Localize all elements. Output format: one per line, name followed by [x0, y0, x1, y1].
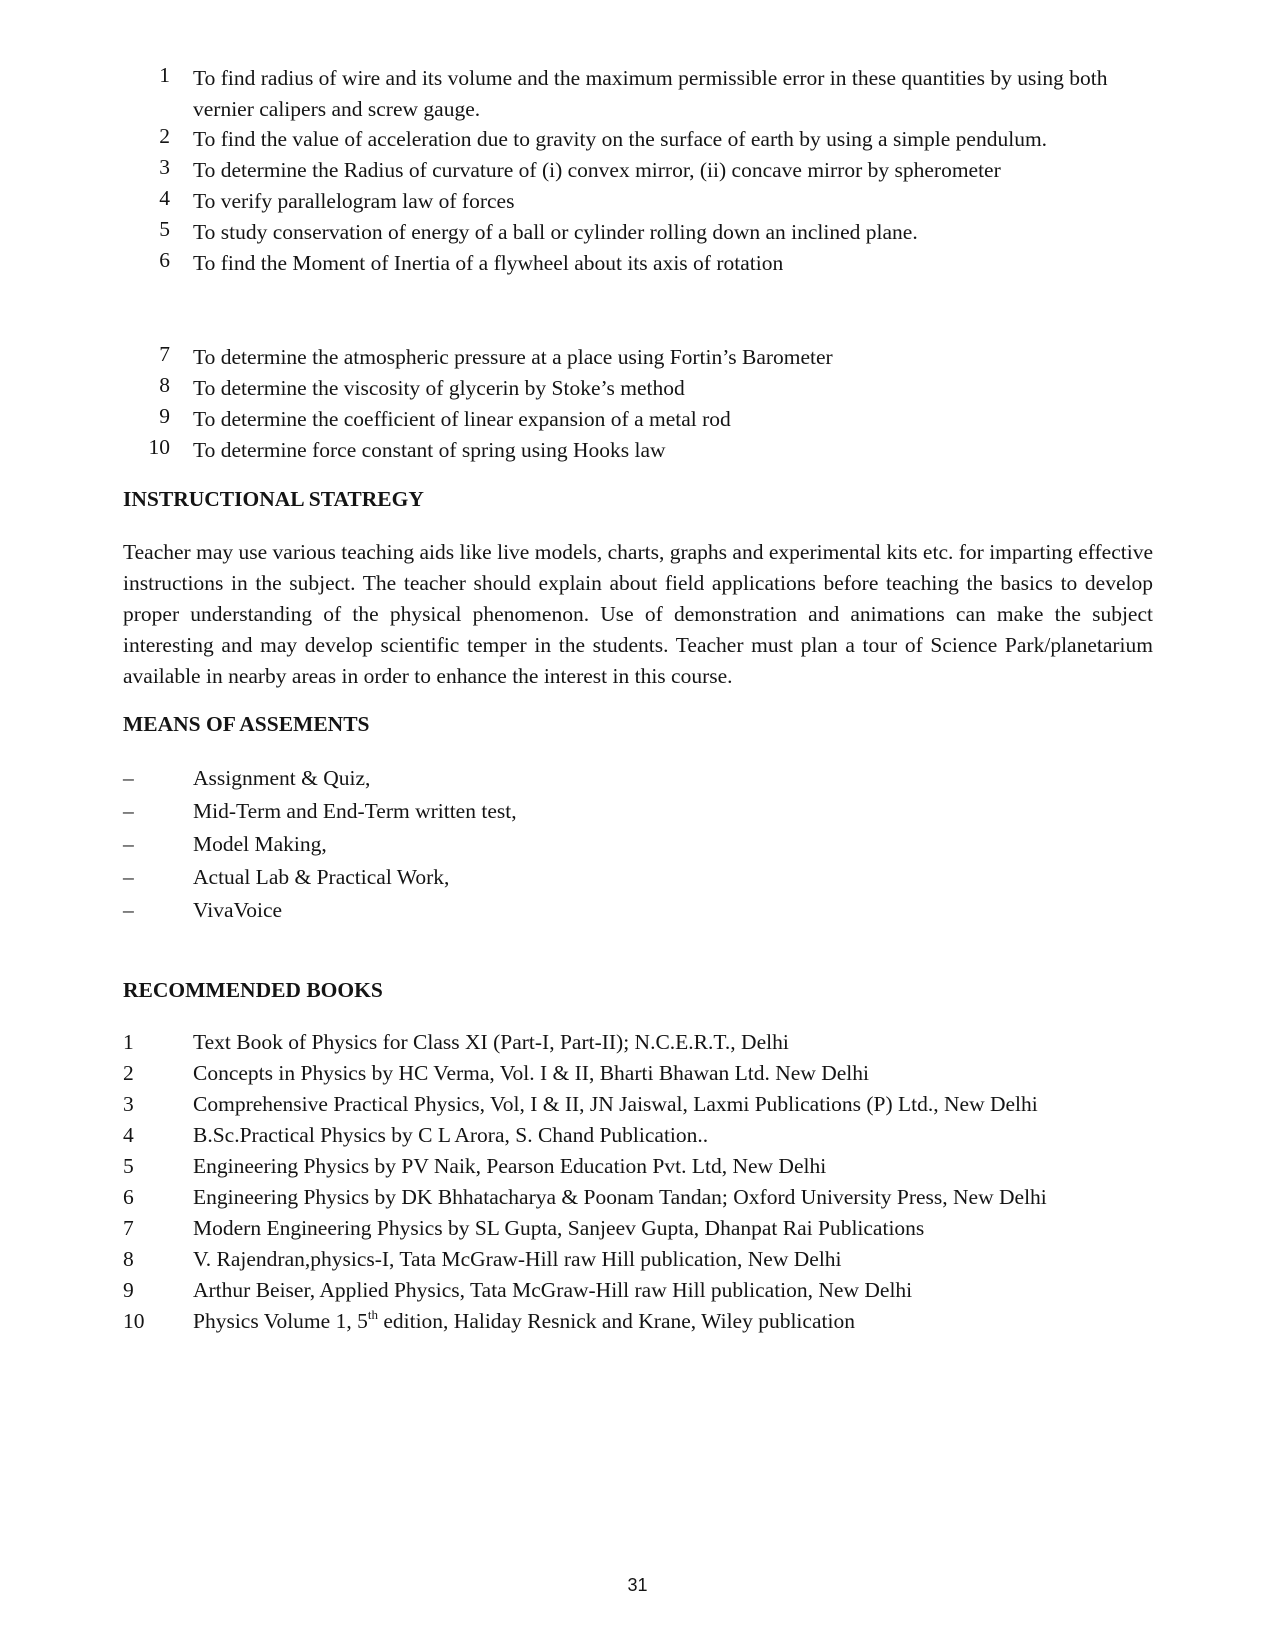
book-number: 5 [123, 1154, 134, 1178]
instructional-strategy-paragraph: Teacher may use various teaching aids like live models, charts, graphs and experimental kits etc. for imparting effective instructions in the subject. The teacher should explain about field applications before teaching the basics to develop proper understanding of the physical phenomenon. Use of demonstration and animations can make the subject interesting and may develop scientific temper in the students. Teacher must plan a tour of Science Park/planetarium available in nearby areas in order to enhance the interest in this course. [123, 540, 1153, 688]
experiment-text: To find radius of wire and its volume and the maximum permissible error in these quantities by using both vernier calipers and screw gauge. [193, 66, 1108, 121]
book-text-part: Physics Volume 1, 5 [193, 1309, 368, 1333]
experiment-text: To determine the Radius of curvature of (i) convex mirror, (ii) concave mirror by spherometer [193, 158, 1001, 182]
book-text-part: edition, Haliday Resnick and Krane, Wiley publication [377, 1309, 855, 1333]
experiment-text: To determine the coefficient of linear expansion of a metal rod [193, 407, 731, 431]
book-text: V. Rajendran,physics-I, Tata McGraw-Hill raw Hill publication, New Delhi [193, 1247, 842, 1271]
assessment-item-text: VivaVoice [193, 898, 283, 922]
experiment-number: 10 [148, 435, 170, 459]
book-number: 9 [123, 1278, 134, 1302]
experiment-number: 1 [159, 63, 170, 87]
dash-bullet: – [123, 832, 134, 856]
dash-bullet: – [123, 865, 134, 889]
book-text: Concepts in Physics by HC Verma, Vol. I & II, Bharti Bhawan Ltd. New Delhi [193, 1061, 869, 1085]
book-number: 2 [123, 1061, 134, 1085]
book-number: 8 [123, 1247, 134, 1271]
book-text [193, 1309, 855, 1334]
dash-bullet: – [123, 799, 134, 823]
experiment-text: To determine the viscosity of glycerin by Stoke’s method [193, 376, 685, 400]
book-text: Text Book of Physics for Class XI (Part-I, Part-II); N.C.E.R.T., Delhi [193, 1030, 789, 1054]
experiment-number: 4 [159, 186, 170, 210]
experiment-text: To determine force constant of spring using Hooks law [193, 438, 666, 462]
experiment-number: 9 [159, 404, 170, 428]
assessment-item-text: Actual Lab & Practical Work, [193, 865, 450, 889]
recommended-books-heading: RECOMMENDED BOOKS [123, 978, 383, 1002]
book-text: Modern Engineering Physics by SL Gupta, Sanjeev Gupta, Dhanpat Rai Publications [193, 1216, 925, 1240]
experiment-number: 5 [159, 217, 170, 241]
experiment-number: 2 [159, 124, 170, 148]
experiment-number: 3 [159, 155, 170, 179]
assessment-item-text: Assignment & Quiz, [193, 766, 371, 790]
dash-bullet: – [123, 766, 134, 790]
assessment-item-text: Mid-Term and End-Term written test, [193, 799, 517, 823]
experiment-text: To verify parallelogram law of forces [193, 189, 515, 213]
book-number: 1 [123, 1030, 134, 1054]
page-number: 31 [627, 1575, 648, 1595]
book-number: 7 [123, 1216, 134, 1240]
experiment-number: 7 [159, 342, 170, 366]
book-number: 4 [123, 1123, 134, 1147]
dash-bullet: – [123, 898, 134, 922]
experiment-number: 8 [159, 373, 170, 397]
experiment-number: 6 [159, 248, 170, 272]
book-number: 10 [123, 1309, 145, 1333]
assessment-heading: MEANS OF ASSEMENTS [123, 712, 370, 736]
experiment-text: To study conservation of energy of a ball or cylinder rolling down an inclined plane. [193, 220, 918, 244]
book-text: Engineering Physics by PV Naik, Pearson Education Pvt. Ltd, New Delhi [193, 1154, 827, 1178]
book-number: 3 [123, 1092, 134, 1116]
book-text: Arthur Beiser, Applied Physics, Tata McGraw-Hill raw Hill publication, New Delhi [193, 1278, 913, 1302]
book-text: B.Sc.Practical Physics by C L Arora, S. Chand Publication.. [193, 1123, 709, 1147]
experiment-text: To find the value of acceleration due to gravity on the surface of earth by using a simple pendulum. [193, 127, 1048, 151]
book-text: Comprehensive Practical Physics, Vol, I & II, JN Jaiswal, Laxmi Publications (P) Ltd., New Delhi [193, 1092, 1038, 1116]
superscript-ordinal: th [367, 1307, 378, 1322]
experiment-text: To find the Moment of Inertia of a flywheel about its axis of rotation [193, 251, 784, 275]
instructional-strategy-heading: INSTRUCTIONAL STATREGY [123, 487, 424, 511]
book-text: Engineering Physics by DK Bhhatacharya & Poonam Tandan; Oxford University Press, New Delhi [193, 1185, 1047, 1209]
book-number: 6 [123, 1185, 134, 1209]
assessment-item-text: Model Making, [193, 832, 327, 856]
experiment-text: To determine the atmospheric pressure at a place using Fortin’s Barometer [193, 345, 833, 369]
